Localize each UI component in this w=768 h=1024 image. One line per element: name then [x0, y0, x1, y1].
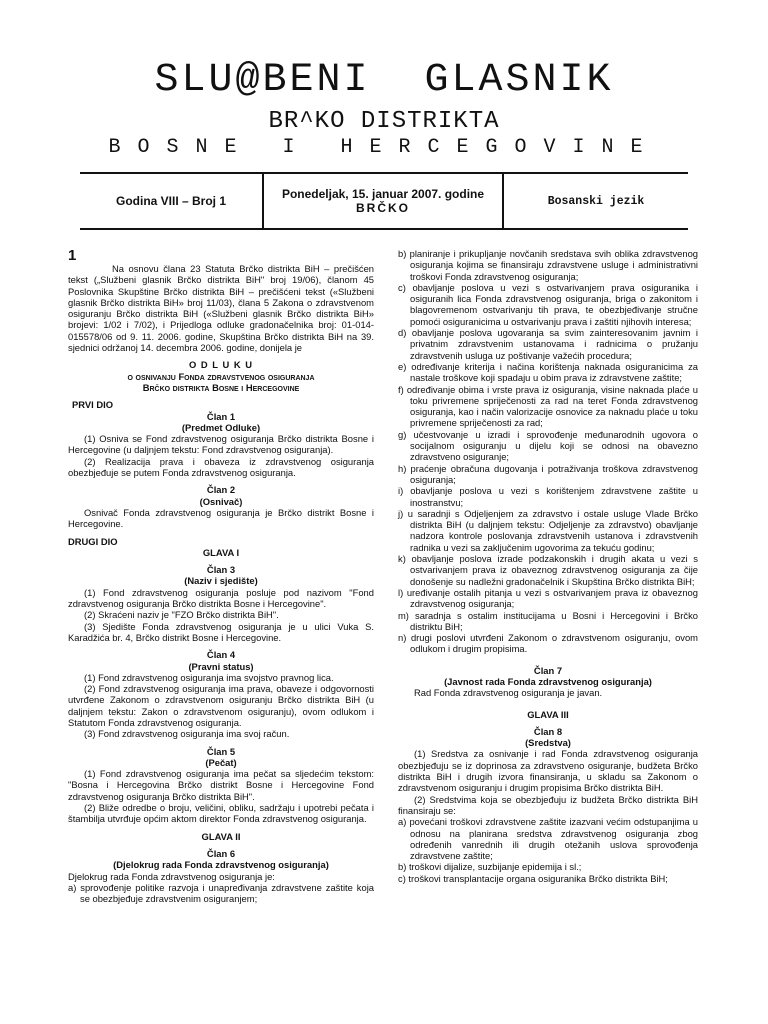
article-5-title: Član 5 [206, 745, 236, 757]
gazette-title: SLU@BENI GLASNIK [154, 58, 614, 103]
article-8-item-a: a) povećani troškovi zdravstvene zaštite izazvani većim odstupanjima u odnosu na planirana sredstva zdravstvenog osiguranja zbog određenih vanrednih ili drugih otežanih uslova sprovođenja zdravstvene zaštite; [398, 816, 698, 862]
part-1-heading: PRVI DIO [72, 399, 113, 411]
issue-place: BRČKO [356, 201, 410, 215]
article-3-para-3: (3) Sjedište Fonda zdravstvenog osiguranja je u ulici Vuka S. Karadžića br. 4, Brčko distrikt Bosne i Hercegovine. [68, 620, 374, 643]
article-6-item-b: b) planiranje i prikupljanje novčanih sredstava svih oblika zdravstvenog osiguranja kojima se finansiraju zdravstvene usluge i administrativni troškovi Fonda zdravstvenog osiguranja; [398, 248, 698, 282]
gazette-subtitle: BR^KO DISTRIKTA [268, 108, 500, 135]
article-6-item-l: l) uređivanje ostalih pitanja u vezi s ostvarivanjem prava iz obaveznog zdravstvenog osiguranja; [398, 586, 698, 610]
article-6-subtitle: (Djelokrug rada Fonda zdravstvenog osiguranja) [113, 859, 329, 871]
article-5-subtitle: (Pečat) [205, 756, 237, 768]
article-6-item-d: d) obavljanje poslova ugovaranja sa svim zainteresovanim javnim i privatnim zdravstvenim ustanovama i radnicima o pružanju zdravstvenih usluga uz poštivanje važećih procedura; [398, 327, 698, 361]
article-8-item-c: c) troškovi transplantacije organa osiguranika Brčko distrikta BiH; [398, 872, 668, 884]
article-8-subtitle: (Sredstva) [525, 737, 571, 749]
article-6-item-c: c) obavljanje poslova u vezi s ostvarivanjem prava osiguranika i osiguranih lica Fonda zdravstvenog osiguranja, briga o zakonitom i blagovremenom ostvarivanju tih prava, te obezbjeđivanje stručne pomoći osiguranicima u ostvarivanju prava i zaštiti njihovih interesa; [398, 281, 698, 327]
article-8-para-2: (2) Sredstvima koja se obezbjeđuju iz budžeta Brčko distrikta BiH finansiraju se: [398, 793, 698, 816]
article-3-title: Član 3 [206, 564, 236, 576]
article-6-item-k: k) obavljanje poslova izrade podzakonskih i drugih akata u vezi s ostvarivanjem prava iz obaveznog zdravstvenog osiguranja za čije donošenje su nadležni gradonačelnik i Skupština Brčko distrikta BiH; [398, 553, 698, 587]
article-4-para-2: (2) Fond zdravstvenog osiguranja ima prava, obaveze i odgovornosti utvrđene Zakonom o zdravstvenom osiguranju Brčko distrikta BiH (u daljnjem tekstu: Zakon o zdravstvenom osiguranju), ovom odlukom i Statutom Fonda zdravstvenog osiguranja. [68, 683, 374, 728]
act-number: 1 [68, 247, 77, 264]
preamble: Na osnovu člana 23 Statuta Brčko distrikta BiH – prečišćen tekst („Službeni glasnik Brčko distrikta BiH" broj 19/06), članom 45 Poslovnika Skupštine Brčko distrikta BiH – prečišćeni tekst («Službeni glasnik Brčko distrikta BiH» broj 11/03), člana 5 Zakona o zdravstvenom osiguranju Brčko distrikta BiH («Službeni glasnik Brčko distrikta BiH» brojevi: 1/02 i 7/02), i Prijedloga odluke gradonačelnika broj: 01-014-015578/06 od 9. 11. 2006. godine, Skupština Brčko distrikta BiH na 39. sjednici održanoj 14. decembra 2006. godine, donijela je [68, 263, 374, 354]
article-8-item-b: b) troškovi dijalize, suzbijanje epidemija i sl.; [398, 861, 582, 873]
issue-language: Bosanski jezik [547, 194, 645, 208]
article-6-item-e: e) određivanje kriterija i načina korištenja naknada osiguranicima za nastale troškove koji spadaju u obim prava iz zdravstvene zaštite; [398, 360, 698, 384]
article-2-para-1: Osnivač Fonda zdravstvenog osiguranja je Brčko distrikt Bosne i Hercegovine. [68, 506, 374, 530]
article-7-subtitle: (Javnost rada Fonda zdravstvenog osiguranja) [444, 675, 652, 687]
article-3-para-1: (1) Fond zdravstvenog osiguranja posluje pod nazivom "Fond zdravstvenog osiguranja Brčko distrikta Bosne i Hercegovine". [68, 586, 374, 610]
article-6-item-i: i) obavljanje poslova u vezi s korištenjem zdravstvene zaštite u inostranstvu; [398, 485, 698, 508]
article-4-subtitle: (Pravni status) [188, 660, 254, 672]
header-bottom-rule [80, 228, 688, 230]
decision-title: O D L U K U [189, 359, 253, 371]
article-2-subtitle: (Osnivač) [199, 495, 243, 507]
article-6-item-f: f) određivanje obima i vrste prava iz osiguranja, visine naknada plaće u toku privremene spriječenosti za rad na teret Fonda zdravstvenog osiguranja, kao i način valorizacije osnovice za naknadu plaće u toku privremene spriječenosti za rad; [398, 383, 698, 429]
article-3-subtitle: (Naziv i sjedište) [184, 575, 258, 587]
article-6-item-j: j) u saradnji s Odjeljenjem za zdravstvo i ostale usluge Vlade Brčko distrikta BiH (u daljnjem tekstu: Odjeljenje za zdravstvo) obavljanje nadzora kontrole poslovanja zdravstvenih ustanova i zdravstvenih radnika u vezi sa zaključenim ugovorima za tekuću godinu; [398, 507, 698, 553]
article-2-title: Član 2 [206, 484, 236, 496]
article-7-para-1: Rad Fonda zdravstvenog osiguranja je javan. [414, 687, 603, 699]
left-column [68, 248, 374, 904]
issue-date: Ponedeljak, 15. januar 2007. godine [281, 187, 485, 201]
article-1-para-1: (1) Osniva se Fond zdravstvenog osiguranja Brčko distrikta Bosne i Hercegovine (u daljnjem tekstu: Fond zdravstvenog osiguranja). [68, 433, 374, 456]
article-6-item-g: g) učestvovanje u izradi i sprovođenje međunarodnih ugovora o socijalnom osiguranju u dijelu koji se odnosi na obavezno zdravstveno osiguranje; [398, 428, 698, 463]
article-6-item-a: a) sprovođenje politike razvoja i unapređivanja zdravstvene zaštite koja se obezbjeđuje zdravstvenim osiguranjem; [68, 881, 374, 905]
decision-subtitle-2: Brčko distrikta Bosne i Hercegovine [142, 381, 300, 393]
article-1-title: Član 1 [206, 410, 236, 422]
article-5-para-1: (1) Fond zdravstvenog osiguranja ima pečat sa sljedećim tekstom: "Bosna i Hercegovina Brčko distrikt Bosne i Hercegovine Fond zdravstvenog osiguranja Brčko distrikta BiH". [68, 768, 374, 802]
article-4-para-3: (3) Fond zdravstvenog osiguranja ima svoj račun. [84, 728, 290, 740]
chapter-1-heading: GLAVA I [202, 546, 240, 558]
article-6-title: Član 6 [206, 847, 236, 859]
article-8-title: Član 8 [533, 725, 563, 737]
decision-subtitle-1: o osnivanju Fonda zdravstvenog osiguranja [127, 370, 315, 382]
article-6-item-h: h) praćenje obračuna dugovanja i potraživanja troškova zdravstvenog osiguranja; [398, 462, 698, 485]
article-5-para-2: (2) Bliže odredbe o broju, veličini, obliku, sadržaju i upotrebi pečata i štambilja utvrđuje općim aktom direktor Fonda zdravstvenog osiguranja. [68, 802, 374, 825]
chapter-2-heading: GLAVA II [201, 830, 241, 842]
right-column [398, 248, 698, 884]
chapter-3-heading: GLAVA III [527, 708, 569, 720]
issue-info: Godina VIII – Broj 1 [115, 194, 227, 208]
article-8-para-1: (1) Sredstva za osnivanje i rad Fonda zdravstvenog osiguranja obezbjeđuju se iz doprinosa za zdravstveno osiguranje, budžeta Brčko distrikta BiH i drugih izvora finansiranja, u skladu sa Zakonom o zdravstvenom osiguranju i drugim propisima Brčko distrikta BiH. [398, 748, 698, 794]
article-7-title: Član 7 [533, 664, 563, 676]
article-1-para-2: (2) Realizacija prava i obaveza iz zdravstvenog osiguranja obezbjeđuje se putem Fonda zdravstvenog osiguranja. [68, 455, 374, 479]
date-info [264, 174, 502, 228]
article-1-subtitle: (Predmet Odluke) [181, 421, 261, 433]
article-6-item-n: n) drugi poslovi utvrđeni Zakonom o zdravstvenom osiguranju, ovom odlukom i drugim propisima. [398, 632, 698, 655]
article-4-title: Član 4 [206, 649, 236, 661]
article-6-intro: Djelokrug rada Fonda zdravstvenog osiguranja je: [68, 870, 275, 882]
article-6-item-m: m) saradnja s ostalim institucijama u Bosni i Hercegovini i Brčko distriktu BiH; [398, 609, 698, 632]
part-2-heading: DRUGI DIO [68, 535, 118, 547]
gazette-country: BOSNE I HERCEGOVINE [108, 136, 660, 159]
article-3-para-2: (2) Skraćeni naziv je "FZO Brčko distrikta BiH". [84, 609, 279, 621]
article-4-para-1: (1) Fond zdravstvenog osiguranja ima svojstvo pravnog lica. [84, 671, 334, 683]
